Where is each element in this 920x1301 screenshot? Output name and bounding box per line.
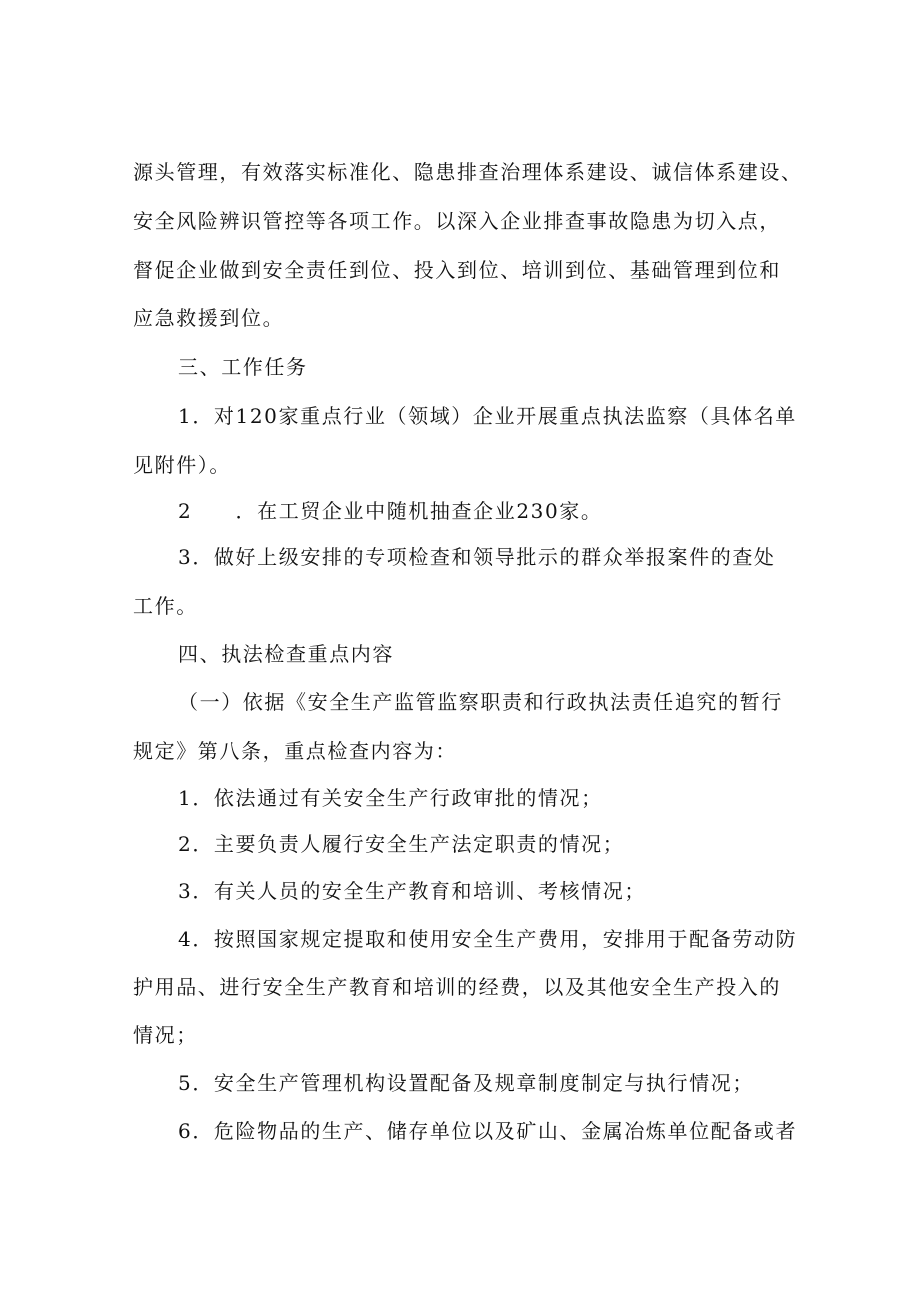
paragraph-line: 督促企业做到安全责任到位、投入到位、培训到位、基础管理到位和 bbox=[133, 258, 781, 282]
paragraph-line: 见附件）。 bbox=[133, 453, 231, 477]
list-item: 5．安全生产管理机构设置配备及规章制度制定与执行情况； bbox=[178, 1071, 754, 1095]
list-item: 2 ．在工贸企业中随机抽查企业230家。 bbox=[178, 499, 603, 523]
list-item: 4．按照国家规定提取和使用安全生产费用，安排用于配备劳动防 bbox=[178, 927, 798, 951]
list-item: 2．主要负责人履行安全生产法定职责的情况； bbox=[178, 832, 625, 856]
paragraph-line: 应急救援到位。 bbox=[133, 306, 285, 330]
paragraph-line: 情况； bbox=[133, 1023, 198, 1047]
section-heading: 四、执法检查重点内容 bbox=[178, 642, 394, 666]
list-item: 1．对120家重点行业（领域）企业开展重点执法监察（具体名单 bbox=[178, 404, 797, 428]
paragraph-line: 规定》第八条，重点检查内容为： bbox=[133, 739, 457, 763]
paragraph-line: 源头管理，有效落实标准化、隐患排查治理体系建设、诚信体系建设、 bbox=[133, 160, 803, 184]
list-item: 1．依法通过有关安全生产行政审批的情况； bbox=[178, 786, 603, 810]
list-item: 3．有关人员的安全生产教育和培训、考核情况； bbox=[178, 879, 646, 903]
section-heading: 三、工作任务 bbox=[178, 355, 308, 379]
subsection-heading: （一）依据《安全生产监管监察职责和行政执法责任追究的暂行 bbox=[178, 690, 783, 714]
list-item: 6．危险物品的生产、储存单位以及矿山、金属冶炼单位配备或者 bbox=[178, 1119, 798, 1143]
paragraph-line: 工作。 bbox=[133, 594, 198, 618]
paragraph-line: 护用品、进行安全生产教育和培训的经费，以及其他安全生产投入的 bbox=[133, 975, 781, 999]
list-item: 3．做好上级安排的专项检查和领导批示的群众举报案件的查处 bbox=[178, 545, 776, 569]
paragraph-line: 安全风险辨识管控等各项工作。以深入企业排查事故隐患为切入点， bbox=[133, 209, 781, 233]
